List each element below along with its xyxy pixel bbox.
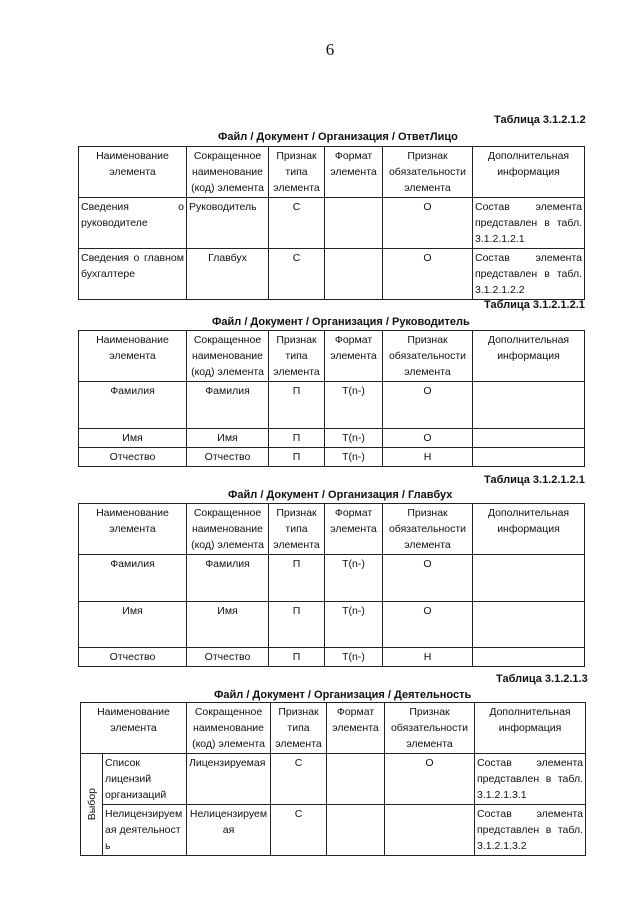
choice-label: Выбор — [85, 788, 98, 821]
col-header: Формат элемента — [325, 331, 383, 382]
cell-type: С — [269, 198, 325, 249]
cell-format — [327, 754, 385, 805]
cell-code: Отчество — [187, 448, 269, 467]
cell-name: Имя — [79, 429, 187, 448]
table-title: Файл / Документ / Организация / ОтветЛицо — [218, 131, 458, 143]
col-header: Наименование элемента — [79, 331, 187, 382]
cell-info — [473, 448, 585, 467]
table-title: Файл / Документ / Организация / Деятельность — [214, 689, 472, 701]
cell-code: Главбух — [187, 249, 269, 300]
col-header: Сокращенное наименование (код) элемента — [187, 147, 269, 198]
table-row — [79, 555, 585, 602]
cell-info: Состав элемента представлен в табл. 3.1.2.1.3.1 — [475, 754, 586, 805]
header-row — [79, 331, 585, 382]
cell-type: С — [271, 754, 327, 805]
cell-type: П — [269, 602, 325, 648]
cell-name: Сведения о руководителе — [79, 198, 187, 249]
cell-format: T(n-) — [325, 602, 383, 648]
table-label: Таблица 3.1.2.1.3 — [496, 673, 588, 685]
table-label: Таблица 3.1.2.1.2 — [494, 114, 586, 126]
col-header: Признак типа элемента — [269, 504, 325, 555]
cell-req: О — [385, 754, 475, 805]
cell-code: Нелицензируемая — [187, 805, 271, 856]
table-title: Файл / Документ / Организация / Руководитель — [212, 316, 470, 328]
cell-type: П — [269, 648, 325, 667]
cell-info — [473, 648, 585, 667]
col-header: Формат элемента — [325, 504, 383, 555]
header-row — [79, 147, 585, 198]
col-header: Признак типа элемента — [269, 331, 325, 382]
cell-info — [473, 602, 585, 648]
col-header: Наименование элемента — [81, 703, 187, 754]
cell-format: T(n-) — [325, 382, 383, 429]
col-header: Признак обязательности элемента — [383, 147, 473, 198]
cell-req — [385, 805, 475, 856]
cell-type: С — [271, 805, 327, 856]
col-header: Дополнительная информация — [475, 703, 586, 754]
cell-req: Н — [383, 648, 473, 667]
cell-req: О — [383, 429, 473, 448]
cell-code: Лицензируемая — [187, 754, 271, 805]
table-row — [79, 249, 585, 300]
cell-code: Отчество — [187, 648, 269, 667]
table-row — [79, 448, 585, 467]
table-row — [79, 602, 585, 648]
table-rukovoditel — [78, 330, 585, 467]
col-header: Сокращенное наименование (код) элемента — [187, 331, 269, 382]
table-row — [79, 429, 585, 448]
cell-req: О — [383, 382, 473, 429]
cell-code: Имя — [187, 602, 269, 648]
col-header: Признак обязательности элемента — [383, 504, 473, 555]
col-header: Признак типа элемента — [271, 703, 327, 754]
choice-cell — [81, 754, 103, 856]
cell-info: Состав элемента представлен в табл. 3.1.2.1.2.2 — [473, 249, 585, 300]
header-row — [79, 504, 585, 555]
cell-code: Руководитель — [187, 198, 269, 249]
page-number: 6 — [325, 40, 335, 59]
cell-format: T(n-) — [325, 648, 383, 667]
col-header: Признак обязательности элемента — [383, 331, 473, 382]
col-header: Признак типа элемента — [269, 147, 325, 198]
cell-name: Отчество — [79, 448, 187, 467]
col-header: Сокращенное наименование (код) элемента — [187, 504, 269, 555]
table-row — [81, 754, 586, 805]
cell-type: П — [269, 448, 325, 467]
table-glavbukh — [78, 503, 585, 667]
col-header: Дополнительная информация — [473, 147, 585, 198]
cell-name: Список лицензий организаций — [103, 754, 187, 805]
col-header: Дополнительная информация — [473, 331, 585, 382]
cell-format: T(n-) — [325, 429, 383, 448]
cell-name: Фамилия — [79, 555, 187, 602]
cell-code: Фамилия — [187, 555, 269, 602]
col-header: Сокращенное наименование (код) элемента — [187, 703, 271, 754]
cell-name: Фамилия — [79, 382, 187, 429]
cell-req: О — [383, 249, 473, 300]
cell-info — [473, 429, 585, 448]
table-label: Таблица 3.1.2.1.2.1 — [484, 474, 585, 486]
header-row — [81, 703, 586, 754]
table-label: Таблица 3.1.2.1.2.1 — [484, 299, 585, 311]
cell-name: Имя — [79, 602, 187, 648]
col-header: Дополнительная информация — [473, 504, 585, 555]
col-header: Наименование элемента — [79, 504, 187, 555]
table-row — [79, 648, 585, 667]
cell-info: Состав элемента представлен в табл. 3.1.2.1.3.2 — [475, 805, 586, 856]
cell-format — [325, 198, 383, 249]
cell-info: Состав элемента представлен в табл. 3.1.2.1.2.1 — [473, 198, 585, 249]
table-otvetlico — [78, 146, 585, 300]
table-row — [81, 805, 586, 856]
cell-req: О — [383, 555, 473, 602]
cell-name: Нелицензируемая деятельность — [103, 805, 187, 856]
table-deyatelnost — [80, 702, 586, 856]
cell-code: Имя — [187, 429, 269, 448]
cell-req: О — [383, 198, 473, 249]
cell-name: Отчество — [79, 648, 187, 667]
table-title: Файл / Документ / Организация / Главбух — [228, 489, 453, 501]
cell-format — [325, 249, 383, 300]
col-header: Признак обязательности элемента — [385, 703, 475, 754]
cell-format — [327, 805, 385, 856]
cell-type: С — [269, 249, 325, 300]
cell-req: Н — [383, 448, 473, 467]
cell-format: T(n-) — [325, 448, 383, 467]
col-header: Наименование элемента — [79, 147, 187, 198]
cell-name: Сведения о главном бухгалтере — [79, 249, 187, 300]
cell-format: T(n-) — [325, 555, 383, 602]
cell-info — [473, 555, 585, 602]
cell-type: П — [269, 382, 325, 429]
col-header: Формат элемента — [325, 147, 383, 198]
cell-info — [473, 382, 585, 429]
cell-req: О — [383, 602, 473, 648]
table-row — [79, 198, 585, 249]
cell-type: П — [269, 429, 325, 448]
table-row — [79, 382, 585, 429]
cell-code: Фамилия — [187, 382, 269, 429]
cell-type: П — [269, 555, 325, 602]
col-header: Формат элемента — [327, 703, 385, 754]
